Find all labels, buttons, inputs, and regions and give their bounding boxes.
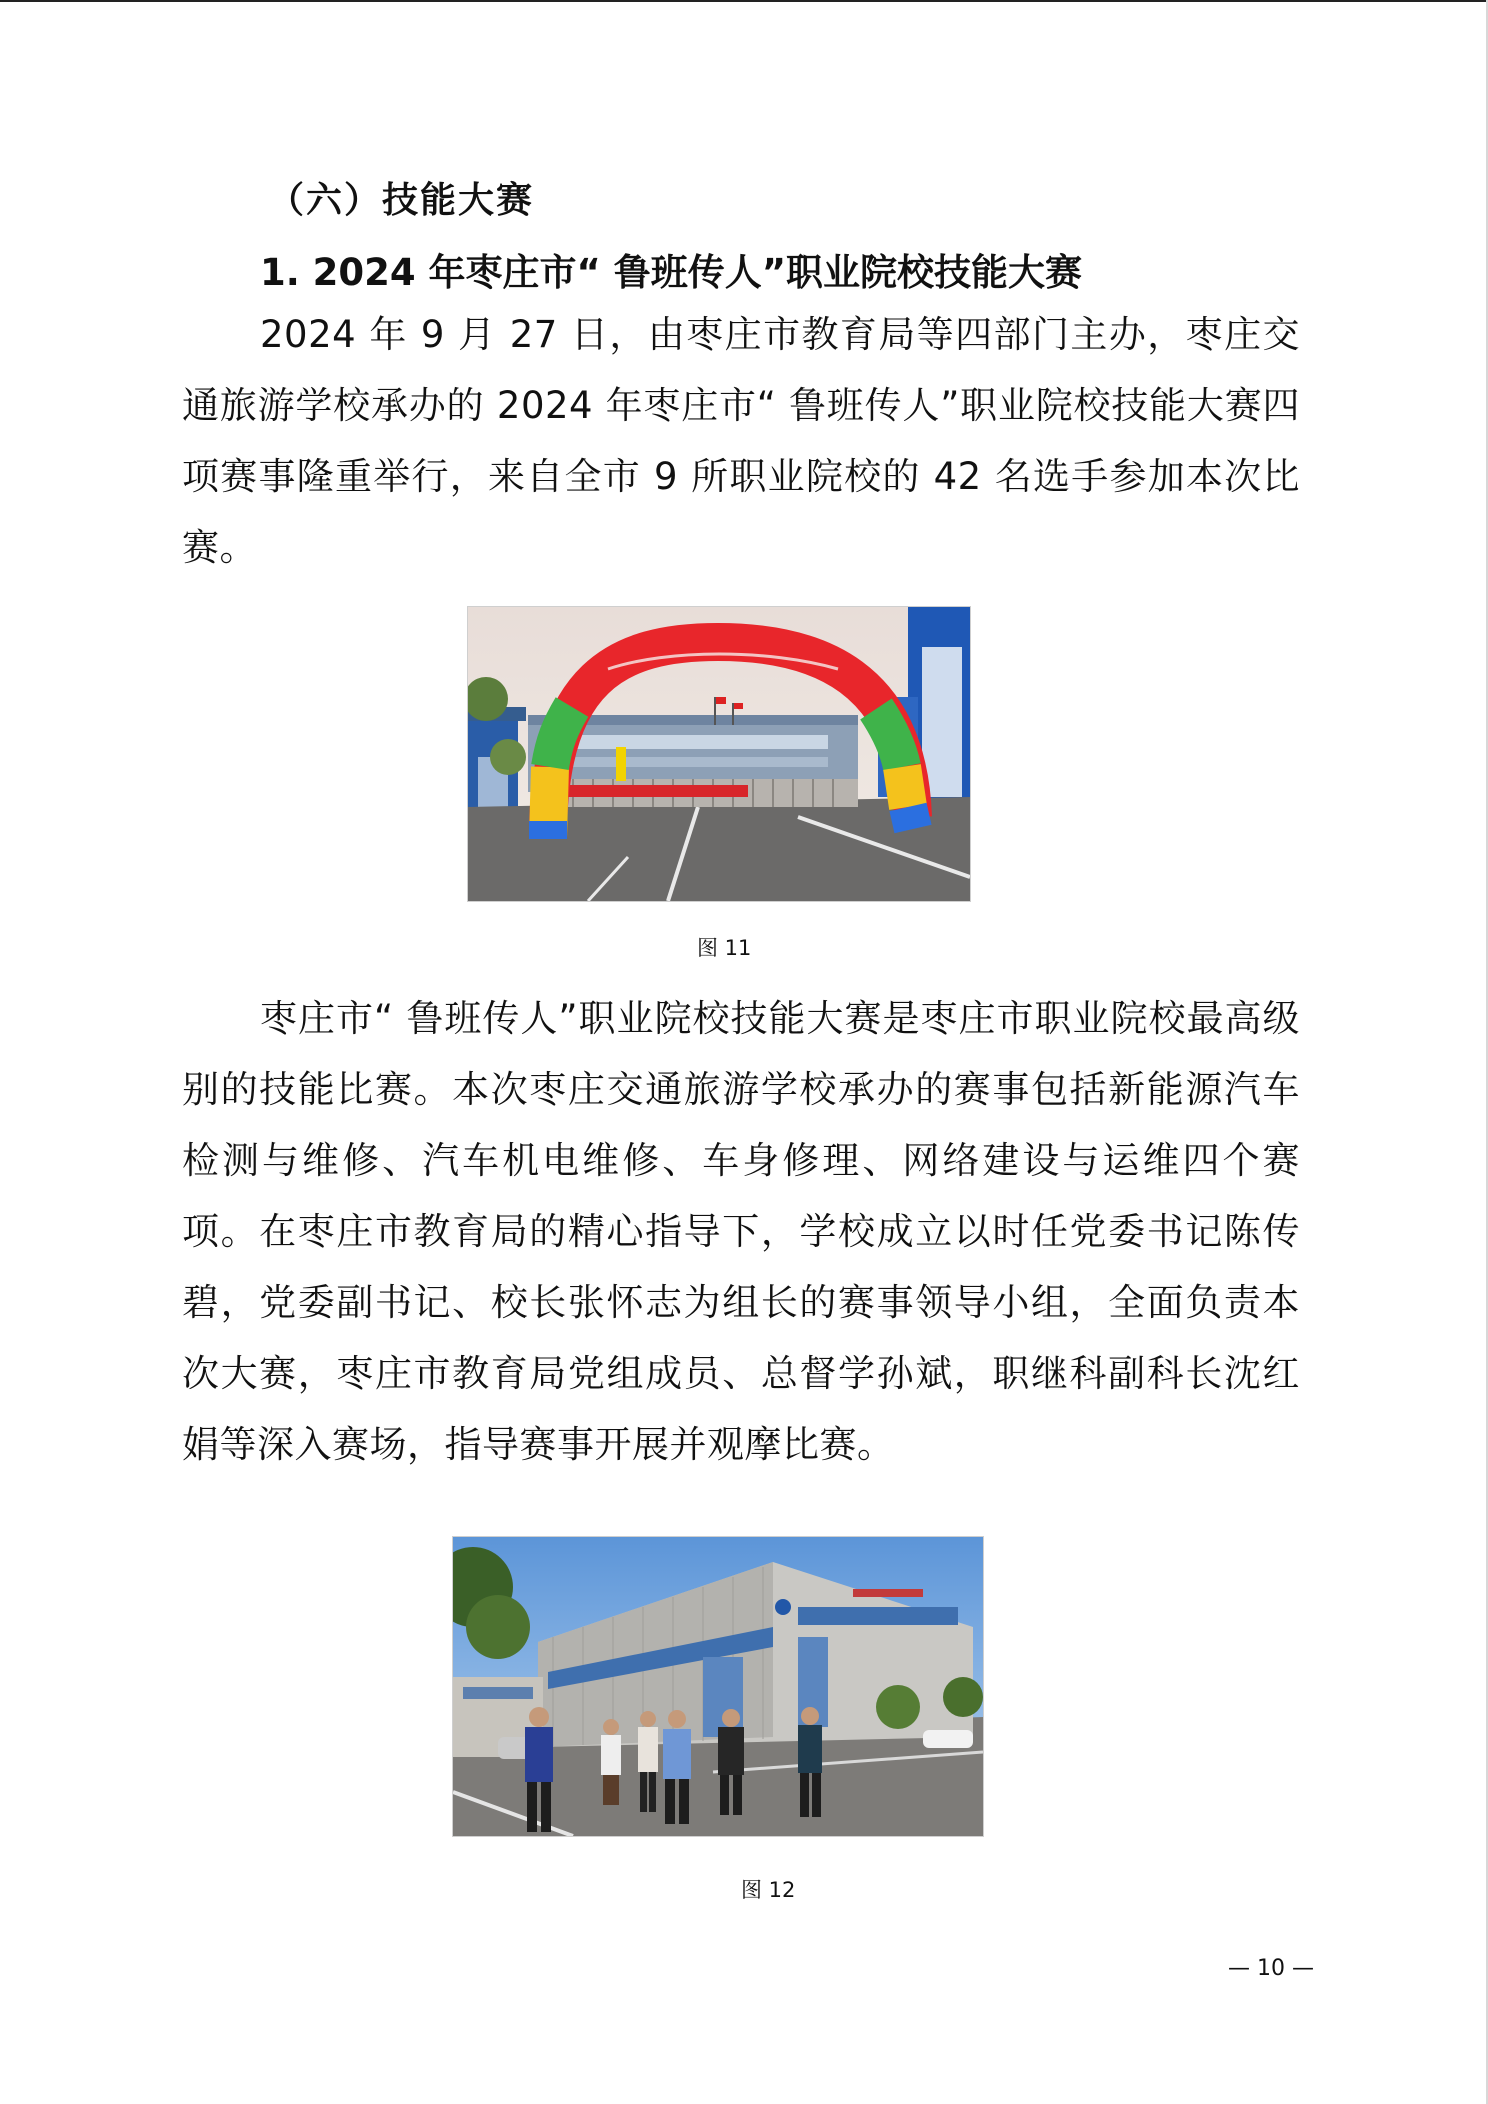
inflatable-arch-gate-image bbox=[468, 607, 970, 901]
figure-12-photo bbox=[453, 1537, 983, 1836]
officials-visiting-venue-image bbox=[453, 1537, 983, 1836]
page-number: — 10 — bbox=[1228, 1956, 1314, 1981]
figure-11-caption: 图 11 bbox=[697, 936, 752, 960]
paragraph-event-details: 枣庄市“ 鲁班传人”职业院校技能大赛是枣庄市职业院校最高级别的技能比赛。本次枣庄交通旅游学校承办的赛事包括新能源汽车检测与维修、汽车机电维修、车身修理、网络建设与运维四个赛项。在枣庄市教育局的精心指导下，学校成立以时任党委书记陈传碧，党委副书记、校长张怀志为组长的赛事领导小组，全面负责本次大赛，枣庄市教育局党组成员、总督学孙斌，职继科副科长沈红娟等深入赛场，指导赛事开展并观摩比赛。 bbox=[182, 997, 1300, 1466]
figure-12-caption: 图 12 bbox=[741, 1878, 796, 1902]
paragraph-event-intro: 2024 年 9 月 27 日，由枣庄市教育局等四部门主办，枣庄交通旅游学校承办的 2024 年枣庄市“ 鲁班传人”职业院校技能大赛四项赛事隆重举行，来自全市 9 所职业院校的 42 名选手参加本次比赛。 bbox=[182, 313, 1300, 569]
section-heading: （六）技能大赛 bbox=[268, 180, 535, 221]
figure-11-photo bbox=[468, 607, 970, 901]
page-top-border bbox=[0, 0, 1488, 2]
subsection-heading: 1. 2024 年枣庄市“ 鲁班传人”职业院校技能大赛 bbox=[260, 251, 1083, 294]
